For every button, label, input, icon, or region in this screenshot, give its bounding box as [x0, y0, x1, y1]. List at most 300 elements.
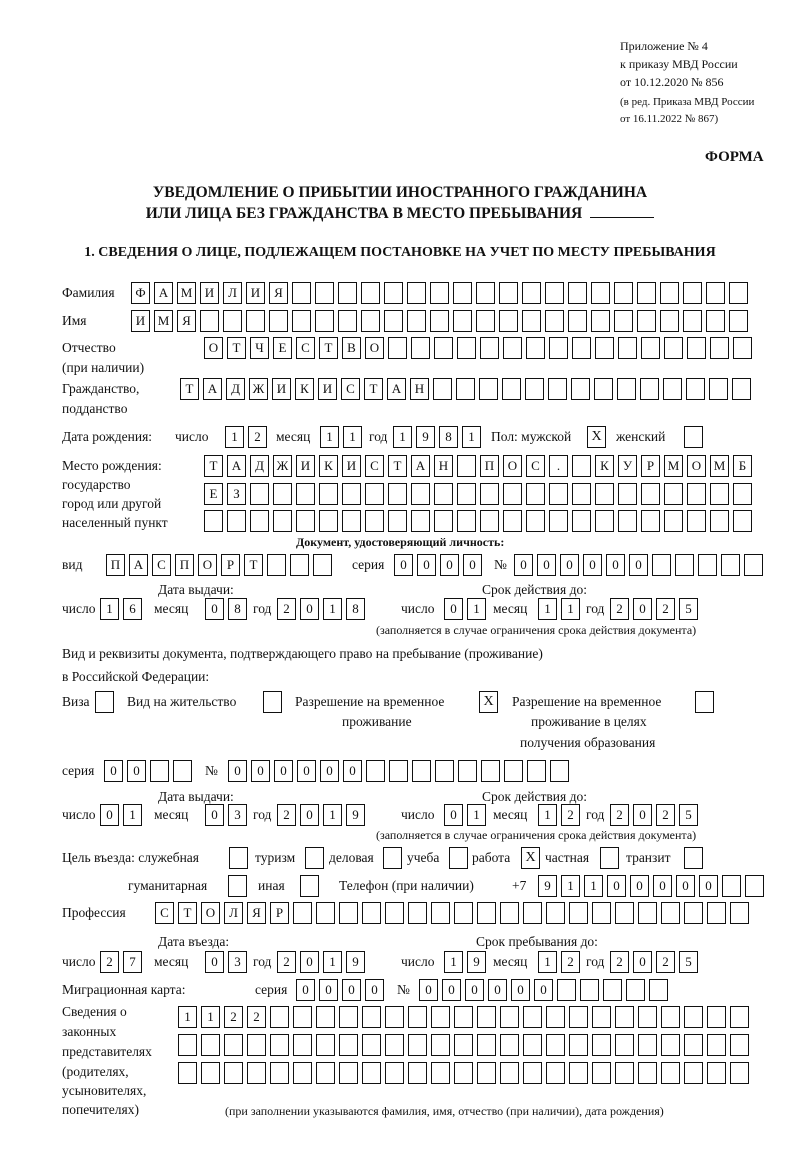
char-box[interactable]: 2	[277, 951, 296, 973]
char-box[interactable]	[458, 760, 477, 782]
char-box[interactable]: 0	[127, 760, 146, 782]
char-box[interactable]	[342, 483, 361, 505]
char-box[interactable]	[525, 378, 544, 400]
char-box[interactable]	[435, 760, 454, 782]
char-box[interactable]: Л	[223, 282, 242, 304]
right-valid-month-boxes[interactable]	[538, 804, 584, 826]
char-box[interactable]	[411, 510, 430, 532]
char-box[interactable]: 1	[444, 951, 463, 973]
char-box[interactable]: 1	[561, 598, 580, 620]
entry-day-boxes[interactable]	[100, 951, 146, 973]
char-box[interactable]	[316, 1034, 335, 1056]
representatives-boxes-2[interactable]	[178, 1034, 753, 1056]
char-box[interactable]: Ф	[131, 282, 150, 304]
char-box[interactable]	[595, 337, 614, 359]
char-box[interactable]: Д	[226, 378, 245, 400]
phone-boxes[interactable]	[538, 875, 768, 897]
char-box[interactable]	[675, 554, 694, 576]
char-box[interactable]	[293, 1006, 312, 1028]
purpose-tourism-checkbox[interactable]	[305, 847, 324, 869]
char-box[interactable]	[315, 282, 334, 304]
char-box[interactable]: 5	[679, 951, 698, 973]
char-box[interactable]	[476, 310, 495, 332]
char-box[interactable]	[683, 282, 702, 304]
char-box[interactable]	[661, 902, 680, 924]
id-issue-month-boxes[interactable]	[205, 598, 251, 620]
char-box[interactable]: 0	[300, 598, 319, 620]
char-box[interactable]: 0	[465, 979, 484, 1001]
residence-checkbox[interactable]	[263, 691, 282, 713]
char-box[interactable]	[388, 510, 407, 532]
char-box[interactable]	[431, 1062, 450, 1084]
char-box[interactable]: 1	[343, 426, 362, 448]
char-box[interactable]: П	[106, 554, 125, 576]
char-box[interactable]: 2	[247, 1006, 266, 1028]
char-box[interactable]	[729, 282, 748, 304]
char-box[interactable]: 2	[610, 598, 629, 620]
char-box[interactable]: 0	[583, 554, 602, 576]
char-box[interactable]: 9	[416, 426, 435, 448]
char-box[interactable]	[339, 1062, 358, 1084]
birth-year-boxes[interactable]	[393, 426, 485, 448]
char-box[interactable]	[504, 760, 523, 782]
representatives-boxes-3[interactable]	[178, 1062, 753, 1084]
char-box[interactable]: 0	[630, 875, 649, 897]
char-box[interactable]	[315, 310, 334, 332]
char-box[interactable]	[408, 1034, 427, 1056]
representatives-boxes-1[interactable]	[178, 1006, 753, 1028]
right-issue-month-boxes[interactable]	[205, 804, 251, 826]
char-box[interactable]	[407, 282, 426, 304]
char-box[interactable]	[569, 1062, 588, 1084]
char-box[interactable]	[526, 483, 545, 505]
char-box[interactable]: А	[387, 378, 406, 400]
entry-month-boxes[interactable]	[205, 951, 251, 973]
char-box[interactable]	[250, 510, 269, 532]
stay-day-boxes[interactable]	[444, 951, 490, 973]
char-box[interactable]: 2	[561, 804, 580, 826]
char-box[interactable]	[523, 1062, 542, 1084]
char-box[interactable]: 0	[511, 979, 530, 1001]
char-box[interactable]	[247, 1034, 266, 1056]
char-box[interactable]	[457, 455, 476, 477]
char-box[interactable]	[408, 902, 427, 924]
char-box[interactable]	[313, 554, 332, 576]
char-box[interactable]	[433, 378, 452, 400]
char-box[interactable]	[292, 282, 311, 304]
char-box[interactable]	[687, 337, 706, 359]
entry-year-boxes[interactable]	[277, 951, 369, 973]
id-number-boxes[interactable]	[514, 554, 767, 576]
char-box[interactable]	[545, 282, 564, 304]
char-box[interactable]: 0	[653, 875, 672, 897]
char-box[interactable]	[223, 310, 242, 332]
char-box[interactable]: 0	[488, 979, 507, 1001]
char-box[interactable]	[430, 310, 449, 332]
char-box[interactable]	[664, 510, 683, 532]
char-box[interactable]	[204, 510, 223, 532]
char-box[interactable]	[366, 760, 385, 782]
char-box[interactable]	[684, 1034, 703, 1056]
char-box[interactable]	[434, 510, 453, 532]
char-box[interactable]	[710, 337, 729, 359]
char-box[interactable]	[457, 337, 476, 359]
char-box[interactable]	[434, 483, 453, 505]
char-box[interactable]: 8	[346, 598, 365, 620]
char-box[interactable]	[201, 1034, 220, 1056]
id-kind-boxes[interactable]	[106, 554, 336, 576]
id-issue-day-boxes[interactable]	[100, 598, 146, 620]
char-box[interactable]: 0	[633, 804, 652, 826]
char-box[interactable]	[296, 483, 315, 505]
char-box[interactable]: О	[201, 902, 220, 924]
char-box[interactable]	[319, 483, 338, 505]
char-box[interactable]: 1	[561, 875, 580, 897]
char-box[interactable]: М	[710, 455, 729, 477]
purpose-work-checkbox[interactable]: X	[521, 847, 540, 869]
char-box[interactable]	[431, 1006, 450, 1028]
char-box[interactable]: М	[154, 310, 173, 332]
char-box[interactable]	[730, 1006, 749, 1028]
char-box[interactable]: 0	[100, 804, 119, 826]
char-box[interactable]	[661, 1062, 680, 1084]
char-box[interactable]	[457, 510, 476, 532]
char-box[interactable]: О	[503, 455, 522, 477]
patronymic-boxes[interactable]	[204, 337, 756, 359]
char-box[interactable]	[338, 310, 357, 332]
char-box[interactable]	[316, 902, 335, 924]
citizenship-boxes[interactable]	[180, 378, 755, 400]
char-box[interactable]	[523, 1006, 542, 1028]
char-box[interactable]	[732, 378, 751, 400]
trp-checkbox[interactable]: X	[479, 691, 498, 713]
char-box[interactable]	[744, 554, 763, 576]
purpose-transit-checkbox[interactable]	[684, 847, 703, 869]
char-box[interactable]	[549, 337, 568, 359]
char-box[interactable]: Р	[641, 455, 660, 477]
char-box[interactable]	[267, 554, 286, 576]
char-box[interactable]	[684, 1062, 703, 1084]
char-box[interactable]	[384, 282, 403, 304]
sex-male-checkbox[interactable]: X	[587, 426, 606, 448]
char-box[interactable]	[591, 310, 610, 332]
char-box[interactable]: 0	[629, 554, 648, 576]
char-box[interactable]: Т	[388, 455, 407, 477]
char-box[interactable]: И	[272, 378, 291, 400]
char-box[interactable]	[707, 1006, 726, 1028]
char-box[interactable]: 0	[514, 554, 533, 576]
stay-month-boxes[interactable]	[538, 951, 584, 973]
char-box[interactable]: 0	[205, 951, 224, 973]
char-box[interactable]	[385, 1006, 404, 1028]
char-box[interactable]	[434, 337, 453, 359]
char-box[interactable]: Т	[364, 378, 383, 400]
char-box[interactable]: З	[227, 483, 246, 505]
char-box[interactable]: 0	[633, 598, 652, 620]
char-box[interactable]	[388, 483, 407, 505]
char-box[interactable]: 7	[123, 951, 142, 973]
char-box[interactable]	[389, 760, 408, 782]
char-box[interactable]: 0	[419, 979, 438, 1001]
char-box[interactable]	[339, 1006, 358, 1028]
profession-boxes[interactable]	[155, 902, 753, 924]
char-box[interactable]	[638, 1062, 657, 1084]
char-box[interactable]: 1	[467, 804, 486, 826]
char-box[interactable]: 1	[320, 426, 339, 448]
char-box[interactable]	[411, 337, 430, 359]
id-series-boxes[interactable]	[394, 554, 486, 576]
char-box[interactable]: 0	[365, 979, 384, 1001]
char-box[interactable]: Н	[410, 378, 429, 400]
char-box[interactable]	[569, 902, 588, 924]
char-box[interactable]	[706, 282, 725, 304]
char-box[interactable]	[526, 337, 545, 359]
char-box[interactable]: И	[342, 455, 361, 477]
char-box[interactable]	[477, 1034, 496, 1056]
char-box[interactable]	[292, 310, 311, 332]
char-box[interactable]: 1	[467, 598, 486, 620]
char-box[interactable]: И	[200, 282, 219, 304]
char-box[interactable]: 5	[679, 804, 698, 826]
char-box[interactable]	[548, 378, 567, 400]
char-box[interactable]	[710, 510, 729, 532]
char-box[interactable]	[592, 1062, 611, 1084]
char-box[interactable]	[270, 1006, 289, 1028]
char-box[interactable]	[178, 1062, 197, 1084]
char-box[interactable]: М	[664, 455, 683, 477]
char-box[interactable]	[479, 378, 498, 400]
char-box[interactable]	[178, 1034, 197, 1056]
char-box[interactable]	[592, 1034, 611, 1056]
char-box[interactable]	[660, 282, 679, 304]
char-box[interactable]: 5	[679, 598, 698, 620]
char-box[interactable]	[706, 310, 725, 332]
char-box[interactable]	[661, 1006, 680, 1028]
char-box[interactable]	[571, 378, 590, 400]
char-box[interactable]: 1	[100, 598, 119, 620]
char-box[interactable]	[595, 483, 614, 505]
purpose-humanitarian-checkbox[interactable]	[228, 875, 247, 897]
birth-month-boxes[interactable]	[320, 426, 366, 448]
char-box[interactable]	[615, 1062, 634, 1084]
char-box[interactable]	[150, 760, 169, 782]
char-box[interactable]	[477, 1006, 496, 1028]
char-box[interactable]: И	[246, 282, 265, 304]
char-box[interactable]	[638, 1034, 657, 1056]
char-box[interactable]	[641, 510, 660, 532]
char-box[interactable]	[730, 902, 749, 924]
char-box[interactable]	[522, 310, 541, 332]
char-box[interactable]: 9	[467, 951, 486, 973]
char-box[interactable]: 0	[300, 951, 319, 973]
char-box[interactable]: 2	[656, 951, 675, 973]
char-box[interactable]: 2	[561, 951, 580, 973]
char-box[interactable]	[224, 1034, 243, 1056]
purpose-other-checkbox[interactable]	[300, 875, 319, 897]
char-box[interactable]	[615, 1034, 634, 1056]
char-box[interactable]: 0	[296, 979, 315, 1001]
char-box[interactable]	[707, 902, 726, 924]
char-box[interactable]	[649, 979, 668, 1001]
char-box[interactable]	[664, 337, 683, 359]
char-box[interactable]	[546, 1034, 565, 1056]
char-box[interactable]	[640, 378, 659, 400]
char-box[interactable]	[316, 1062, 335, 1084]
char-box[interactable]	[618, 337, 637, 359]
char-box[interactable]	[707, 1034, 726, 1056]
char-box[interactable]	[730, 1062, 749, 1084]
char-box[interactable]: Ж	[273, 455, 292, 477]
purpose-study-checkbox[interactable]	[449, 847, 468, 869]
char-box[interactable]	[572, 510, 591, 532]
id-valid-day-boxes[interactable]	[444, 598, 490, 620]
char-box[interactable]: П	[480, 455, 499, 477]
char-box[interactable]: С	[152, 554, 171, 576]
char-box[interactable]	[687, 483, 706, 505]
char-box[interactable]	[362, 1062, 381, 1084]
char-box[interactable]	[523, 1034, 542, 1056]
char-box[interactable]: 8	[439, 426, 458, 448]
char-box[interactable]: И	[296, 455, 315, 477]
char-box[interactable]	[733, 483, 752, 505]
char-box[interactable]	[481, 760, 500, 782]
char-box[interactable]	[503, 483, 522, 505]
char-box[interactable]: Ч	[250, 337, 269, 359]
char-box[interactable]	[729, 310, 748, 332]
char-box[interactable]	[173, 760, 192, 782]
char-box[interactable]	[269, 310, 288, 332]
char-box[interactable]	[664, 483, 683, 505]
char-box[interactable]	[684, 1006, 703, 1028]
char-box[interactable]: 6	[123, 598, 142, 620]
char-box[interactable]: 0	[320, 760, 339, 782]
char-box[interactable]: М	[177, 282, 196, 304]
char-box[interactable]: Т	[319, 337, 338, 359]
char-box[interactable]	[270, 1034, 289, 1056]
char-box[interactable]: Р	[270, 902, 289, 924]
char-box[interactable]	[456, 378, 475, 400]
char-box[interactable]: 9	[346, 804, 365, 826]
char-box[interactable]: С	[341, 378, 360, 400]
right-number-boxes[interactable]	[228, 760, 573, 782]
char-box[interactable]: Т	[178, 902, 197, 924]
char-box[interactable]: 0	[297, 760, 316, 782]
char-box[interactable]	[293, 1062, 312, 1084]
birthplace-boxes-1[interactable]	[204, 455, 756, 477]
char-box[interactable]: 0	[319, 979, 338, 1001]
birthplace-boxes-2[interactable]	[204, 483, 756, 505]
char-box[interactable]	[201, 1062, 220, 1084]
char-box[interactable]	[614, 282, 633, 304]
char-box[interactable]	[270, 1062, 289, 1084]
char-box[interactable]: 0	[633, 951, 652, 973]
char-box[interactable]	[568, 310, 587, 332]
char-box[interactable]	[224, 1062, 243, 1084]
char-box[interactable]	[686, 378, 705, 400]
char-box[interactable]: 0	[676, 875, 695, 897]
char-box[interactable]	[580, 979, 599, 1001]
char-box[interactable]: Т	[244, 554, 263, 576]
right-valid-year-boxes[interactable]	[610, 804, 702, 826]
char-box[interactable]	[477, 1062, 496, 1084]
char-box[interactable]	[480, 483, 499, 505]
char-box[interactable]: Е	[273, 337, 292, 359]
char-box[interactable]: 3	[228, 951, 247, 973]
char-box[interactable]	[614, 310, 633, 332]
char-box[interactable]	[557, 979, 576, 1001]
char-box[interactable]: 1	[538, 804, 557, 826]
char-box[interactable]	[457, 483, 476, 505]
char-box[interactable]	[707, 1062, 726, 1084]
char-box[interactable]: 0	[606, 554, 625, 576]
char-box[interactable]: 1	[225, 426, 244, 448]
char-box[interactable]	[618, 483, 637, 505]
char-box[interactable]	[721, 554, 740, 576]
migration-series-boxes[interactable]	[296, 979, 388, 1001]
char-box[interactable]	[550, 760, 569, 782]
char-box[interactable]: 2	[100, 951, 119, 973]
char-box[interactable]: О	[365, 337, 384, 359]
surname-boxes[interactable]	[131, 282, 752, 304]
char-box[interactable]	[246, 310, 265, 332]
sex-female-checkbox[interactable]	[684, 426, 703, 448]
char-box[interactable]	[545, 310, 564, 332]
char-box[interactable]: К	[295, 378, 314, 400]
char-box[interactable]	[502, 378, 521, 400]
char-box[interactable]: 0	[442, 979, 461, 1001]
char-box[interactable]: К	[319, 455, 338, 477]
char-box[interactable]	[641, 483, 660, 505]
char-box[interactable]: 0	[417, 554, 436, 576]
char-box[interactable]	[500, 1006, 519, 1028]
char-box[interactable]	[626, 979, 645, 1001]
char-box[interactable]	[430, 282, 449, 304]
birthplace-boxes-3[interactable]	[204, 510, 756, 532]
char-box[interactable]	[594, 378, 613, 400]
char-box[interactable]	[592, 902, 611, 924]
char-box[interactable]: С	[155, 902, 174, 924]
char-box[interactable]: 0	[560, 554, 579, 576]
char-box[interactable]: 0	[274, 760, 293, 782]
char-box[interactable]: .	[549, 455, 568, 477]
char-box[interactable]	[660, 310, 679, 332]
char-box[interactable]	[431, 902, 450, 924]
char-box[interactable]: Д	[250, 455, 269, 477]
char-box[interactable]	[641, 337, 660, 359]
char-box[interactable]: 0	[205, 804, 224, 826]
char-box[interactable]	[342, 510, 361, 532]
char-box[interactable]: 2	[224, 1006, 243, 1028]
char-box[interactable]	[500, 902, 519, 924]
char-box[interactable]	[454, 1006, 473, 1028]
char-box[interactable]	[454, 902, 473, 924]
char-box[interactable]	[568, 282, 587, 304]
char-box[interactable]: 1	[123, 804, 142, 826]
char-box[interactable]	[339, 902, 358, 924]
char-box[interactable]	[652, 554, 671, 576]
char-box[interactable]	[661, 1034, 680, 1056]
char-box[interactable]	[339, 1034, 358, 1056]
char-box[interactable]: 0	[104, 760, 123, 782]
char-box[interactable]	[411, 483, 430, 505]
char-box[interactable]: Т	[227, 337, 246, 359]
char-box[interactable]	[546, 1006, 565, 1028]
char-box[interactable]: С	[365, 455, 384, 477]
char-box[interactable]	[362, 902, 381, 924]
char-box[interactable]: А	[227, 455, 246, 477]
char-box[interactable]	[733, 510, 752, 532]
char-box[interactable]	[730, 1034, 749, 1056]
